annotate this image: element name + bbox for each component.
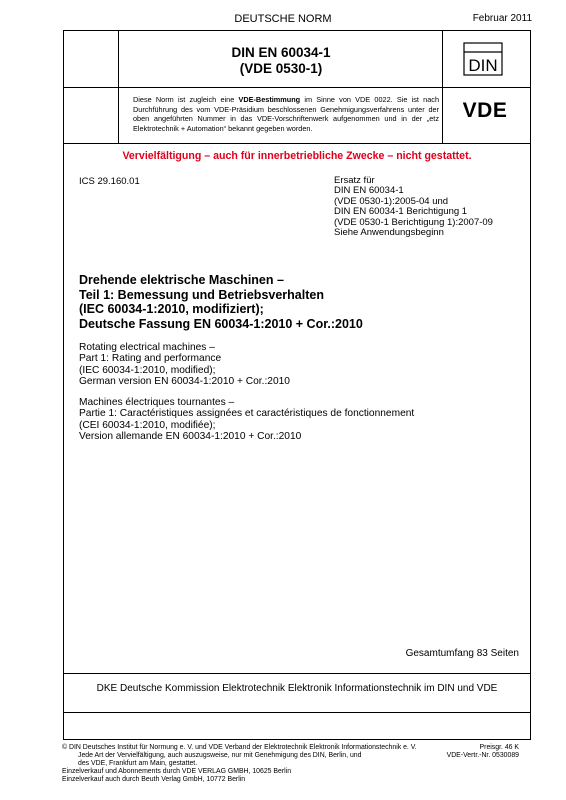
vde-note-post: im Sinne von VDE 0022. Sie ist nach Durchführung des vom VDE-Präsidium beschlossenen Genehmigungsverfahrens unter der oben angeführten Nummer in das VDE-Vorschriftenwerk aufgenommen und in der „etz Elektrotechnik + Automation“ bekannt gegeben worden. [133, 95, 439, 133]
vde-note-pre: Diese Norm ist zugleich eine [133, 95, 239, 104]
title-german-line: Deutsche Fassung EN 60034-1:2010 + Cor.:2010 [79, 316, 363, 331]
replaces-line: (VDE 0530-1):2005-04 und [334, 195, 449, 207]
din-logo-text: DIN [468, 56, 498, 75]
title-english [79, 342, 290, 388]
ics-code: ICS 29.160.01 [79, 176, 140, 187]
title-english-line: Rotating electrical machines – [79, 342, 215, 353]
document-type-header: DEUTSCHE NORM [234, 13, 332, 25]
frame-divider-head [64, 143, 530, 144]
replaces-line: Siehe Anwendungsbeginn [334, 227, 444, 239]
title-english-line: Part 1: Rating and performance [79, 353, 222, 365]
replaces-line: Ersatz für [334, 175, 375, 186]
title-french-line: Partie 1: Caractéristiques assignées et caractéristiques de fonctionnement [79, 408, 415, 420]
title-german-line: Teil 1: Bemessung und Betriebsverhalten [79, 287, 324, 302]
footer-copyright [62, 744, 422, 784]
copyright-line: Jede Art der Vervielfältigung, auch auszugsweise, nur mit Genehmigung des DIN, Berlin, und [78, 752, 362, 760]
standard-number: DIN EN 60034-1 [231, 45, 331, 60]
frame-divider-top [64, 87, 530, 88]
title-german-line: (IEC 60034-1:2010, modifiziert); [79, 302, 264, 317]
title-french-line: (CEI 60034-1:2010, modifiée); [79, 419, 216, 431]
dke-commission: DKE Deutsche Kommission Elektrotechnik Elektronik Informationstechnik im DIN und VDE [96, 683, 498, 694]
replaces-line: DIN EN 60034-1 Berichtigung 1 [334, 206, 468, 218]
replaces-block [334, 176, 493, 238]
vde-logo [452, 98, 518, 120]
frame-divider-dke [64, 673, 530, 674]
standard-number-block [120, 45, 442, 77]
publication-date: Februar 2011 [472, 13, 532, 24]
price-group: Preisgr. 46 K [479, 744, 519, 751]
title-french-line: Machines électriques tournantes – [79, 397, 235, 408]
copyright-line: des VDE, Frankfurt am Main, gestattet. [78, 760, 198, 768]
replaces-line: DIN EN 60034-1 [334, 185, 404, 197]
vde-order-number: VDE-Vertr.-Nr. 0530089 [446, 752, 519, 760]
vde-regulation-note [133, 95, 439, 133]
copyright-line: © DIN Deutsches Institut für Normung e. V. und VDE Verband der Elektrotechnik Elektronik Informationstechnik e. V. [62, 744, 417, 751]
sales-line: Einzelverkauf auch durch Beuth Verlag GmbH, 10772 Berlin [62, 776, 246, 784]
vde-note-bold: VDE-Bestimmung [238, 95, 301, 104]
title-french-line: Version allemande EN 60034-1:2010 + Cor.:2010 [79, 431, 302, 443]
sales-line: Einzelverkauf und Abonnements durch VDE VERLAG GMBH, 10625 Berlin [62, 768, 292, 776]
vde-logo-text: VDE [462, 99, 508, 120]
title-german-line: Drehende elektrische Maschinen – [79, 273, 284, 287]
title-french [79, 397, 414, 443]
reproduction-notice: Vervielfältigung – auch für innerbetriebliche Zwecke – nicht gestattet. [122, 150, 472, 162]
total-pages: Gesamtumfang 83 Seiten [405, 648, 519, 659]
title-english-line: German version EN 60034-1:2010 + Cor.:2010 [79, 376, 290, 388]
footer-order-info [447, 744, 519, 760]
frame-divider-bottom [64, 712, 530, 713]
title-german [79, 273, 363, 331]
title-english-line: (IEC 60034-1:2010, modified); [79, 364, 216, 376]
replaces-line: (VDE 0530-1 Berichtigung 1):2007-09 [334, 216, 493, 228]
vde-classification: (VDE 0530-1) [239, 61, 323, 76]
din-logo [462, 40, 504, 78]
